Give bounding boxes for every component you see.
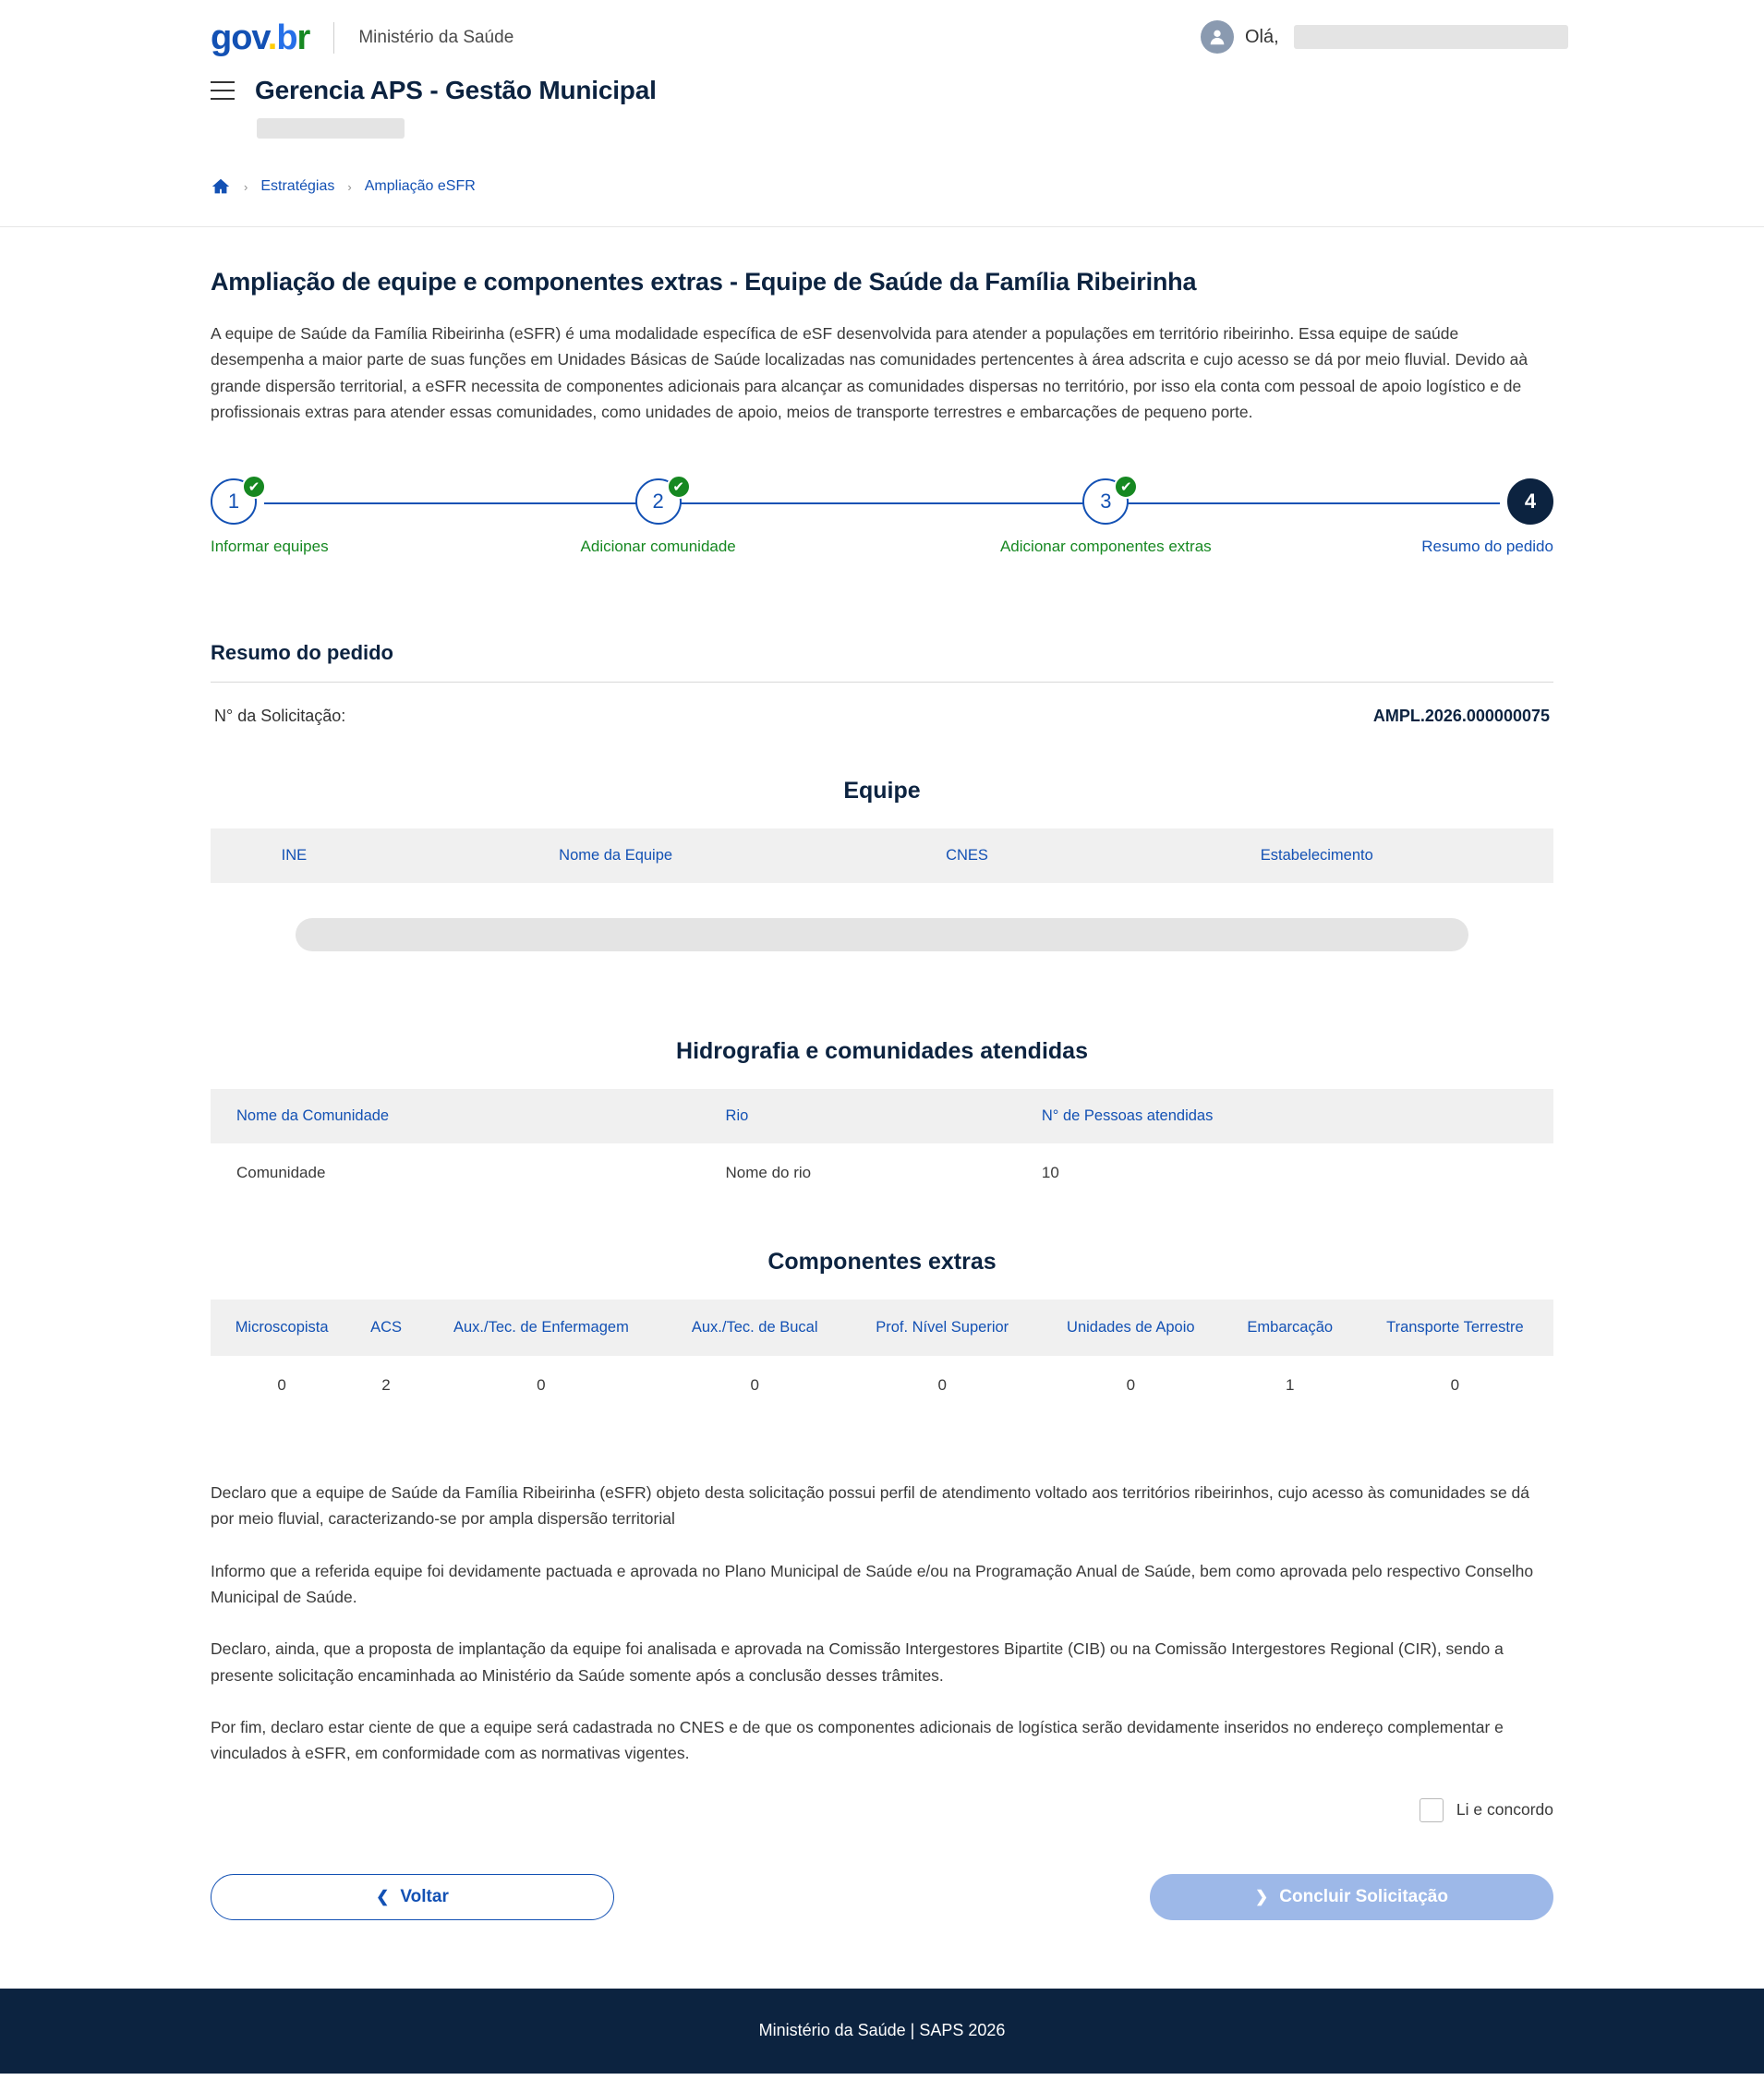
agree-checkbox[interactable] — [1420, 1798, 1444, 1822]
page-title: Gerencia APS - Gestão Municipal — [255, 76, 657, 104]
step-number: 3 — [1100, 490, 1112, 514]
cell-aux-tec-bucal: 0 — [750, 1376, 759, 1394]
declaration-paragraph-4: Por fim, declaro estar ciente de que a equipe será cadastrada no CNES e de que os componentes adicionais de logística serão devidamente inseridos no endereço complementar e vinculados à eSFR, em conformidade com as normativas vigentes. — [211, 1718, 1504, 1763]
site-header — [0, 0, 1764, 227]
user-zone[interactable] — [1201, 20, 1568, 54]
declaration-paragraph-2: Informo que a referida equipe foi devidamente pactuada e aprovada no Plano Municipal de Saúde e/ou na Programação Anual de Saúde, bem como aprovada pelo respectivo Conselho Municipal de Saúde. — [211, 1561, 1534, 1607]
submit-request-button[interactable] — [1150, 1874, 1553, 1920]
equipe-redacted-cell — [211, 883, 1553, 992]
govbr-logo[interactable]: gov.br — [211, 18, 310, 57]
cell-acs: 2 — [381, 1376, 391, 1394]
column-header-pessoas-atendidas: N° de Pessoas atendidas — [1016, 1089, 1553, 1143]
table-header-row — [211, 1089, 1553, 1143]
footer-text: Ministério da Saúde | SAPS 2026 — [758, 2021, 1006, 2040]
subtitle-redacted — [257, 118, 405, 139]
column-header-aux-tec-enfermagem: Aux./Tec. de Enfermagem — [419, 1300, 663, 1356]
column-header-prof-nivel-superior: Prof. Nível Superior — [846, 1300, 1038, 1356]
step-number: 2 — [652, 490, 664, 514]
site-footer — [0, 1989, 1764, 2074]
main-content — [0, 268, 1764, 1989]
intro-paragraph: A equipe de Saúde da Família Ribeirinha (eSFR) é uma modalidade específica de eSF desenvolvida para atender a populações em território ribeirinho. Essa equipe de saúde desempenha a maior parte de suas funções em Unidades Básicas de Saúde localizadas nas comunidades pertencentes à área adscrita e cujo acesso se dá por meio fluvial. Devido aà grande dispersão territorial, a eSFR necessita de componentes adicionais para alcançar as comunidades dispersas no território, por isso ela conta com pessoal de apoio logístico e de profissionais extras para atender essas comunidades, como unidades de apoio, meios de transporte terrestres e embarcações de pequeno porte. — [211, 324, 1528, 422]
home-icon[interactable] — [211, 176, 231, 197]
cell-nome-comunidade: Comunidade — [236, 1164, 326, 1182]
hidrografia-table — [211, 1089, 1553, 1203]
cell-embarcacao: 1 — [1286, 1376, 1295, 1394]
request-number-row — [211, 683, 1553, 726]
equipe-row-redacted — [296, 918, 1468, 951]
back-button-label: Voltar — [400, 1886, 449, 1906]
breadcrumb — [211, 176, 1764, 197]
hamburger-icon[interactable] — [211, 81, 235, 100]
column-header-transporte-terrestre: Transporte Terrestre — [1357, 1300, 1553, 1356]
table-row — [211, 1143, 1553, 1203]
greeting-label: Olá, — [1245, 26, 1279, 47]
equipe-table — [211, 828, 1553, 992]
column-header-ine: INE — [211, 828, 378, 883]
step-label: Informar equipes — [211, 538, 329, 556]
back-button[interactable] — [211, 1874, 614, 1920]
cell-transporte-terrestre: 0 — [1450, 1376, 1460, 1394]
progress-stepper — [211, 478, 1553, 580]
summary-section-title: Resumo do pedido — [211, 641, 1553, 683]
column-header-acs: ACS — [353, 1300, 419, 1356]
cell-pessoas-atendidas: 10 — [1041, 1164, 1059, 1182]
chevron-left-icon: ❮ — [376, 1887, 390, 1905]
submit-button-label: Concluir Solicitação — [1279, 1886, 1448, 1906]
cell-microscopista: 0 — [277, 1376, 286, 1394]
equipe-table-title: Equipe — [843, 778, 921, 804]
step-number: 4 — [1524, 490, 1537, 514]
column-header-aux-tec-bucal: Aux./Tec. de Bucal — [663, 1300, 846, 1356]
table-row — [211, 1356, 1553, 1415]
declaration-paragraph-1: Declaro que a equipe de Saúde da Família Ribeirinha (eSFR) objeto desta solicitação possui perfil de atendimento voltado aos territórios ribeirinhos, cujo acesso às comunidades se dá por meio fluvial, caracterizando-se por ampla dispersão territorial — [211, 1483, 1530, 1529]
hidrografia-table-title: Hidrografia e comunidades atendidas — [676, 1038, 1088, 1065]
step-circle — [635, 478, 682, 525]
step-label: Resumo do pedido — [1421, 538, 1553, 556]
breadcrumb-item-ampliacao[interactable]: Ampliação eSFR — [364, 178, 476, 194]
brand-zone — [211, 20, 513, 55]
table-row — [211, 883, 1553, 992]
breadcrumb-separator: › — [244, 179, 248, 194]
cell-unidades-apoio: 0 — [1126, 1376, 1136, 1394]
check-icon: ✔ — [1114, 475, 1138, 499]
cell-rio: Nome do rio — [725, 1164, 812, 1182]
request-number-label: N° da Solicitação: — [214, 707, 346, 726]
column-header-microscopista: Microscopista — [211, 1300, 353, 1356]
step-circle — [1082, 478, 1132, 525]
column-header-rio: Rio — [700, 1089, 1016, 1143]
column-header-unidades-apoio: Unidades de Apoio — [1038, 1300, 1224, 1356]
user-avatar-icon — [1201, 20, 1234, 54]
cell-aux-tec-enfermagem: 0 — [537, 1376, 546, 1394]
column-header-cnes: CNES — [853, 828, 1080, 883]
chevron-right-icon: ❯ — [1255, 1887, 1269, 1905]
declaration-paragraph-3: Declaro, ainda, que a proposta de implantação da equipe foi analisada e aprovada na Comissão Intergestores Bipartite (CIB) ou na Comissão Intergestores Regional (CIR), sendo a presente solicitação encaminhada ao Ministério da Saúde somente após a conclusão desses trâmites. — [211, 1639, 1504, 1685]
user-name-redacted — [1294, 25, 1568, 49]
breadcrumb-item-estrategias[interactable]: Estratégias — [260, 178, 335, 194]
step-label: Adicionar componentes extras — [999, 538, 1212, 556]
action-buttons — [211, 1874, 1553, 1989]
column-header-estabelecimento: Estabelecimento — [1081, 828, 1553, 883]
step-number: 1 — [227, 490, 240, 514]
column-header-embarcacao: Embarcação — [1224, 1300, 1357, 1356]
cell-prof-nivel-superior: 0 — [937, 1376, 947, 1394]
breadcrumb-separator: › — [347, 179, 352, 194]
brand-divider — [333, 22, 334, 54]
table-header-row — [211, 828, 1553, 883]
step-label: Adicionar comunidade — [580, 538, 736, 556]
table-header-row — [211, 1300, 1553, 1356]
declarations-block — [211, 1480, 1553, 1822]
content-heading: Ampliação de equipe e componentes extras - Equipe de Saúde da Família Ribeirinha — [211, 268, 1197, 296]
agree-label: Li e concordo — [1456, 1800, 1553, 1820]
request-number-value: AMPL.2026.000000075 — [1372, 707, 1550, 726]
check-icon: ✔ — [667, 475, 691, 499]
check-icon: ✔ — [242, 475, 266, 499]
componentes-extras-table — [211, 1300, 1553, 1415]
column-header-nome-equipe: Nome da Equipe — [378, 828, 854, 883]
agreement-row — [211, 1798, 1553, 1822]
step-circle — [1507, 478, 1553, 525]
app-title-row — [211, 76, 1764, 105]
step-circle — [211, 478, 260, 525]
componentes-table-title: Componentes extras — [767, 1249, 997, 1276]
column-header-nome-comunidade: Nome da Comunidade — [211, 1089, 700, 1143]
ministry-label: Ministério da Saúde — [358, 28, 514, 47]
